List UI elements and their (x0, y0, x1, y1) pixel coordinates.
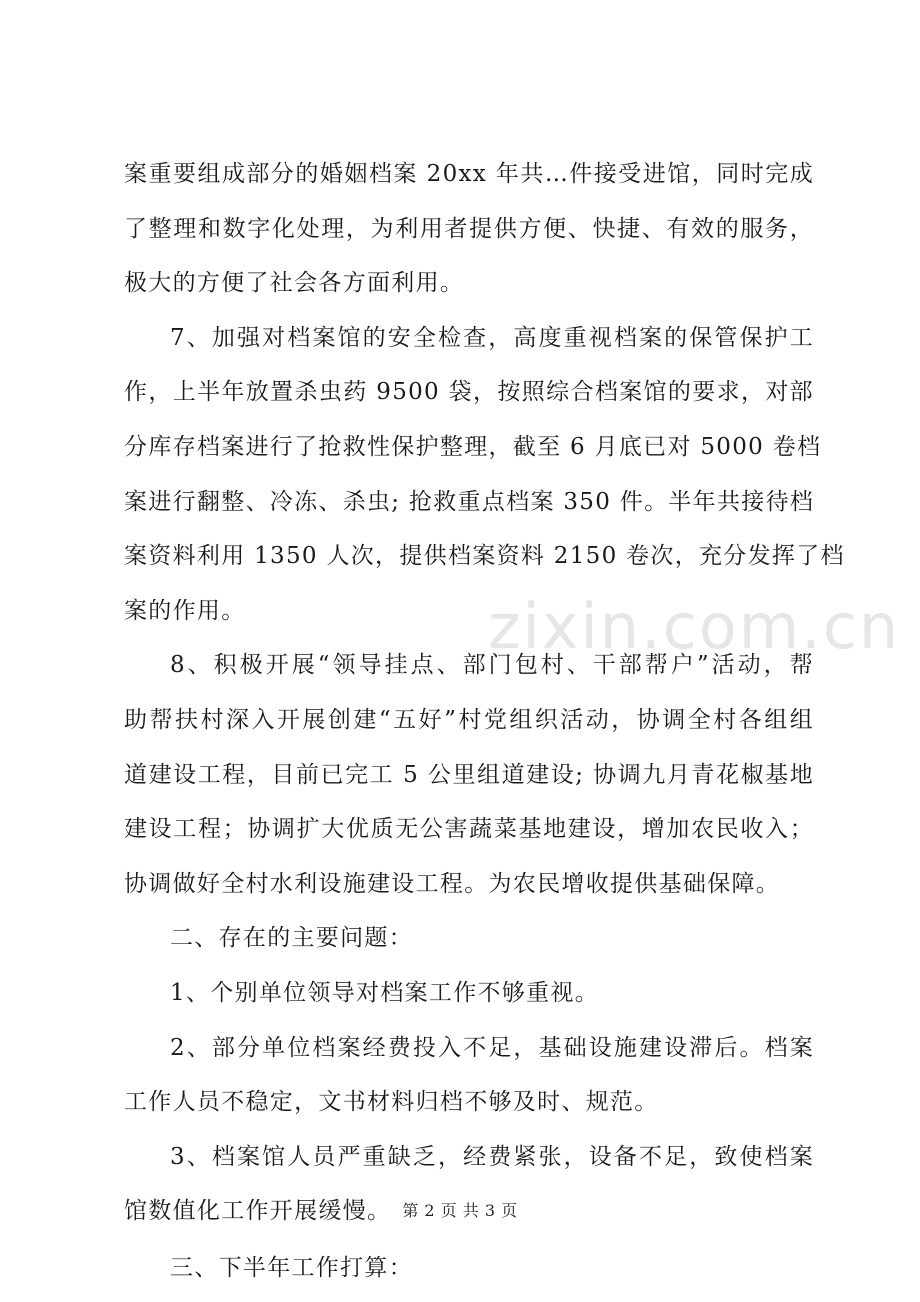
paragraph-marriage-archives (124, 147, 814, 311)
text-line: 案重要组成部分的婚姻档案 20xx 年共…件接受进馆，同时完成 (124, 161, 814, 187)
text-line: 2、部分单位档案经费投入不足，基础设施建设滞后。档案 (170, 1034, 814, 1061)
paragraph-item-7 (124, 311, 845, 639)
paragraph-item-8 (124, 638, 814, 911)
document-body (124, 147, 845, 1295)
text-line: 3、档案馆人员严重缺乏，经费紧张，设备不足，致使档案 (170, 1143, 814, 1170)
text-line: 8、积极开展“领导挂点、部门包村、干部帮户”活动，帮 (170, 652, 814, 679)
text-line: 案资料利用 1350 人次，提供档案资料 2150 卷次，充分发挥了档 (124, 543, 845, 570)
text-line: 案的作用。 (124, 597, 246, 624)
text-line: 馆数值化工作开展缓慢。 (124, 1198, 392, 1225)
watermark: zixin.com.cn (488, 590, 901, 663)
text-line: 分库存档案进行了抢救性保护整理，截至 6 月底已对 5000 卷档 (124, 433, 822, 460)
text-line: 7、加强对档案馆的安全检查，高度重视档案的保管保护工 (170, 324, 814, 351)
section-heading-plans: 三、下半年工作打算： (170, 1254, 413, 1281)
text-line: 协调做好全村水利设施建设工程。为农民增收提供基础保障。 (124, 870, 781, 897)
text-line: 作，上半年放置杀虫药 9500 袋，按照综合档案馆的要求，对部 (124, 379, 814, 406)
issue-item-3 (124, 1130, 814, 1239)
page-footer: 第 2 页 共 3 页 (402, 1201, 518, 1220)
text-line: 工作人员不稳定，文书材料归档不够及时、规范。 (124, 1089, 659, 1116)
text-line: 案进行翻整、冷冻、杀虫; 抢救重点档案 350 件。半年共接待档 (124, 488, 815, 515)
text-line: 极大的方便了社会各方面利用。 (124, 270, 465, 297)
issue-item-2 (124, 1021, 814, 1130)
text-line: 助帮扶村深入开展创建“五好”村党组织活动，协调全村各组组 (124, 706, 814, 733)
section-heading-problems: 二、存在的主要问题： (170, 925, 413, 952)
text-line: 建设工程；协调扩大优质无公害蔬菜基地建设，增加农民收入； (124, 816, 814, 843)
text-line: 了整理和数字化处理，为利用者提供方便、快捷、有效的服务， (124, 215, 814, 242)
issue-item-1: 1、个别单位领导对档案工作不够重视。 (170, 979, 600, 1006)
text-line: 道建设工程，目前已完工 5 公里组道建设; 协调九月青花椒基地 (124, 761, 814, 788)
